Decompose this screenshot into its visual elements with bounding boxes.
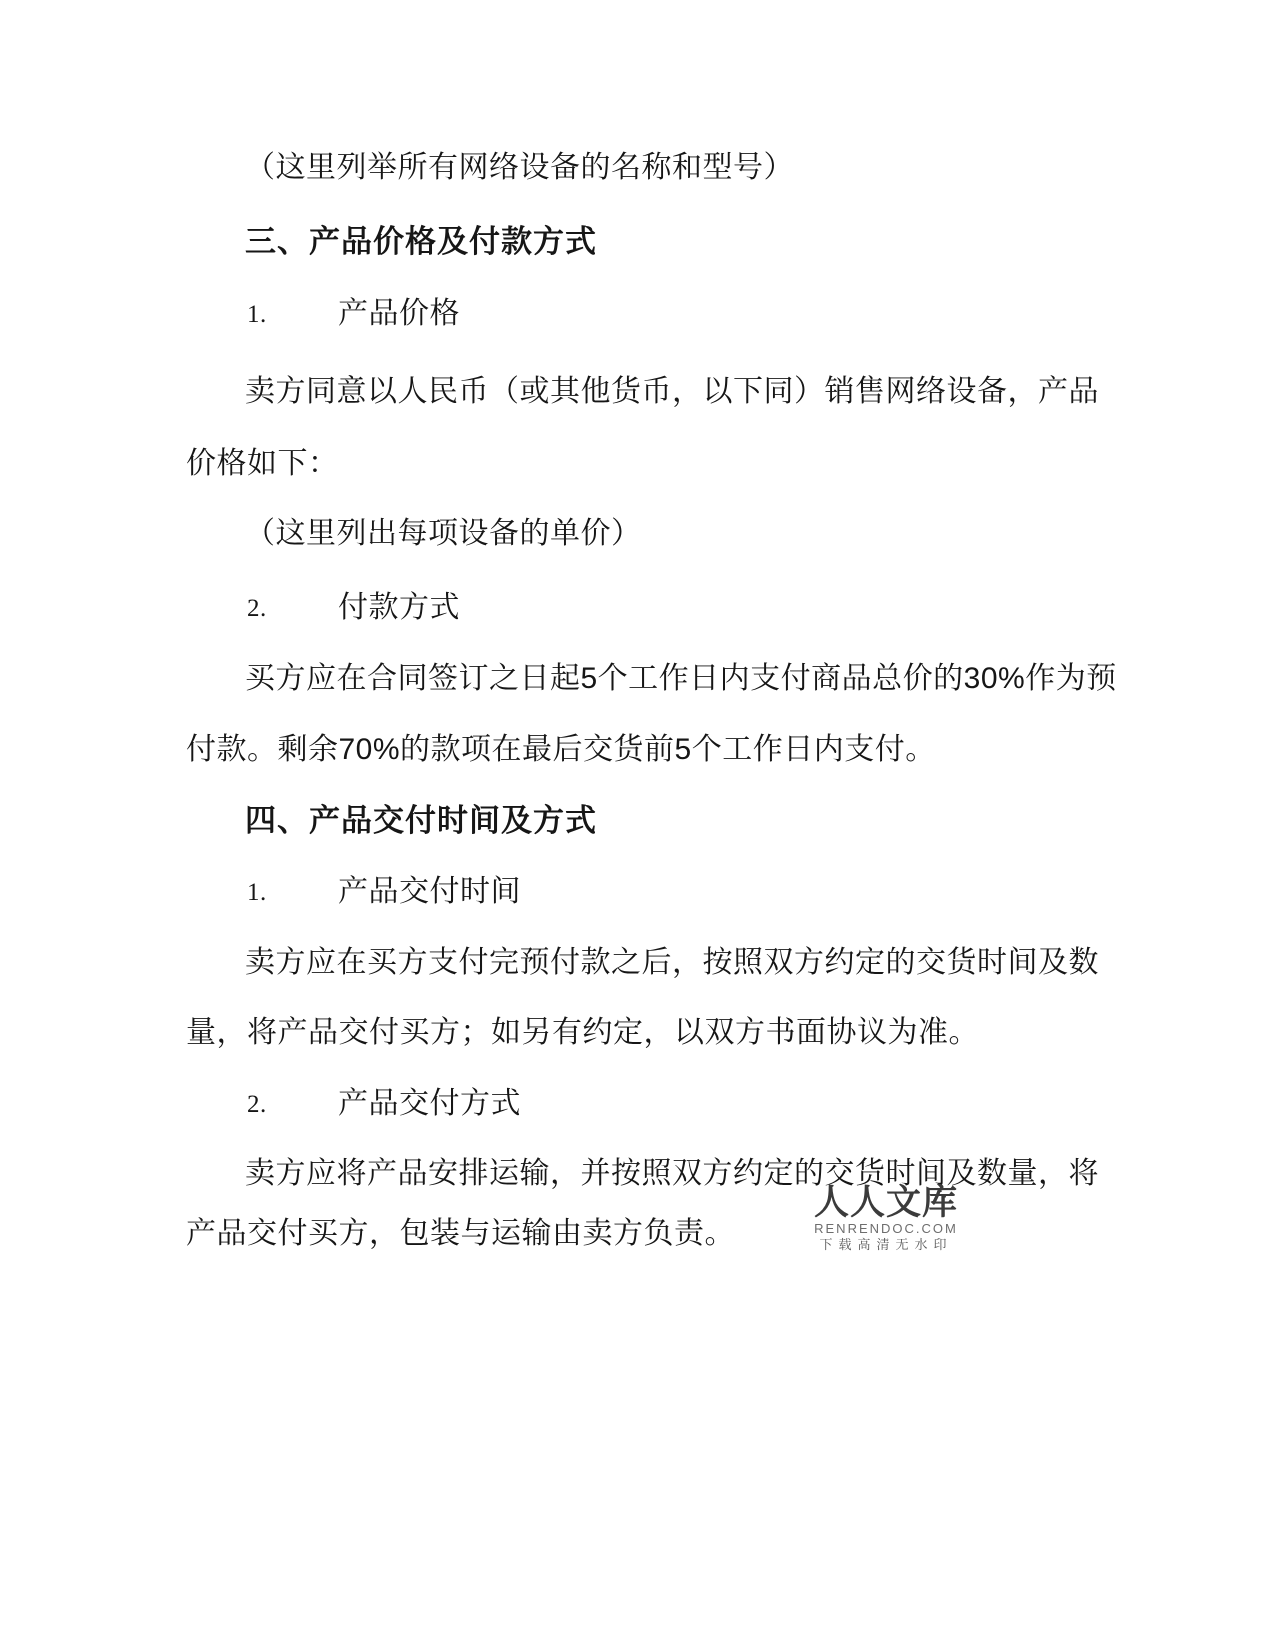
watermark-domain: RENRENDOC.COM (814, 1221, 958, 1236)
section-heading-4: 四、产品交付时间及方式 (245, 803, 597, 838)
list-item (0, 590, 1275, 628)
watermark-tagline: 下载高清无水印 (819, 1237, 953, 1252)
list-item-number: 2. (247, 595, 267, 622)
paragraph-line: 买方应在合同签订之日起5个工作日内支付商品总价的30%作为预 (245, 662, 1117, 695)
list-item-label: 产品交付时间 (338, 875, 521, 908)
section-heading-3: 三、产品价格及付款方式 (245, 224, 597, 259)
list-item (0, 296, 1275, 334)
paragraph-line: 量，将产品交付买方；如另有约定，以双方书面协议为准。 (186, 1016, 979, 1049)
list-item-label: 付款方式 (338, 591, 460, 624)
paragraph-line: 付款。剩余70%的款项在最后交货前5个工作日内支付。 (186, 733, 936, 766)
list-item-number: 1. (247, 879, 267, 906)
list-item-number: 1. (247, 301, 267, 328)
watermark (786, 1183, 986, 1252)
list-item (0, 874, 1275, 912)
watermark-logo-text: 人人文库 (813, 1183, 958, 1222)
list-item-number: 2. (247, 1091, 267, 1118)
paragraph-line: 卖方应在买方支付完预付款之后，按照双方约定的交货时间及数 (245, 946, 1099, 979)
list-item-label: 产品价格 (338, 297, 460, 330)
paragraph-line: 价格如下： (186, 447, 339, 480)
paragraph-line: 卖方应将产品安排运输，并按照双方约定的交货时间及数量，将 (245, 1157, 1099, 1190)
paren-note-line: （这里列举所有网络设备的名称和型号） (245, 151, 794, 184)
list-item (0, 1086, 1275, 1124)
list-item-label: 产品交付方式 (338, 1087, 521, 1120)
paren-note-line: （这里列出每项设备的单价） (245, 517, 642, 550)
paragraph-line: 产品交付买方，包装与运输由卖方负责。 (186, 1217, 735, 1250)
paragraph-line: 卖方同意以人民币（或其他货币，以下同）销售网络设备，产品 (245, 375, 1099, 408)
